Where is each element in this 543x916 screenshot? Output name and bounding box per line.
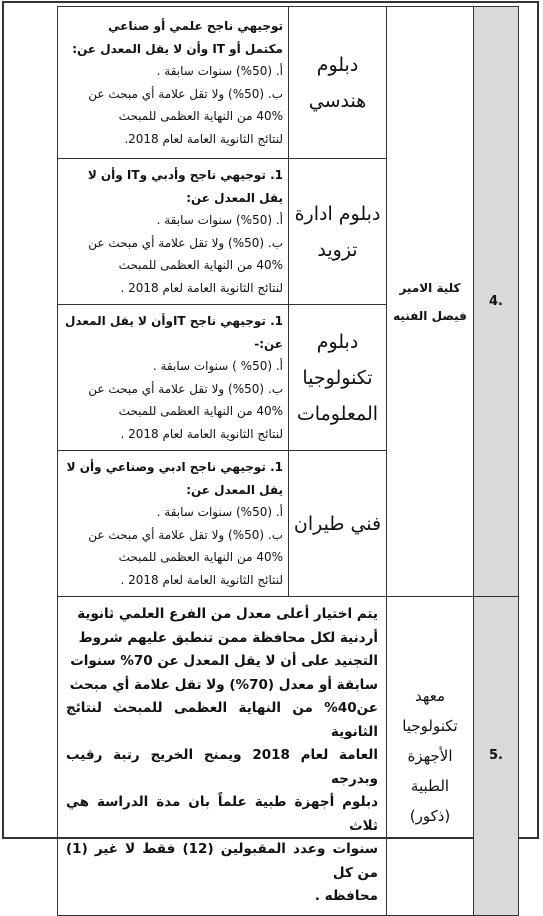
program-requirements: 1. توجيهي ناجح ادبي وصناعي وأن لا يقل المعدل عن: أ. (50%) سنوات سابقة . ب. (50%) ولا تقل علامة أي مبحث عن 40% من النهاية العظمى للمبحث لنتائج الثانوية العامة لعام 2018 .: [58, 451, 289, 597]
college-name: كلية الامير فيصل الفنيه: [387, 7, 474, 597]
program-name: فني طيران: [289, 451, 387, 597]
program-requirements: 1. توجيهي ناجح ITوأن لا يقل المعدل عن:- أ. (50% ) سنوات سابقة . ب. (50%) ولا تقل علامة أي مبحث عن 40% من النهاية العظمى للمبحث لنتائج الثانوية العامة لعام 2018 .: [58, 305, 289, 451]
program-name: دبلوم هندسي: [289, 7, 387, 159]
table-row: [58, 597, 519, 916]
program-requirements: توجيهي ناجح علمي أو صناعي مكتمل أو IT وأن لا يقل المعدل عن: أ. (50%) سنوات سابقة . ب. (50%) ولا تقل علامة أي مبحث عن 40% من النهاية العظمى للمبحث لنتائج الثانوية العامة لعام 2018.: [58, 7, 289, 159]
admission-table: [57, 6, 519, 916]
program-name: دبلوم تكنولوجيا المعلومات: [289, 305, 387, 451]
table-row: [58, 7, 519, 159]
row-number: .5: [474, 597, 519, 916]
program-name: دبلوم ادارة تزويد: [289, 159, 387, 305]
institute-name: معهد تكنولوجيا الأجهزة الطبية (ذكور): [387, 597, 474, 916]
row-number: .4: [474, 7, 519, 597]
program-requirements: 1. توجيهي ناجح وأدبي وIT وأن لا يقل المعدل عن: أ. (50%) سنوات سابقة . ب. (50%) ولا تقل علامة أي مبحث عن 40% من النهاية العظمى للمبحث لنتائج الثانوية العامة لعام 2018 .: [58, 159, 289, 305]
institute-requirements: يتم اختيار أعلى معدل من الفرع العلمي ثانوية أردنية لكل محافظة ممن تنطبق عليهم شروط التجنيد على أن لا يقل المعدل عن 70% سنوات سابقة أو معدل (70%) ولا تقل علامة أي مبحث عن40% من النهاية العظمى للمبحث لنتائج الثانوية العامة لعام 2018 ويمنح الخريج رتبة رقيب وبدرجه دبلوم أجهزة طبية علماً بان مدة الدراسة هي ثلاث سنوات وعدد المقبولين (12) فقط لا غير (1) من كل محافظه .: [58, 597, 387, 916]
